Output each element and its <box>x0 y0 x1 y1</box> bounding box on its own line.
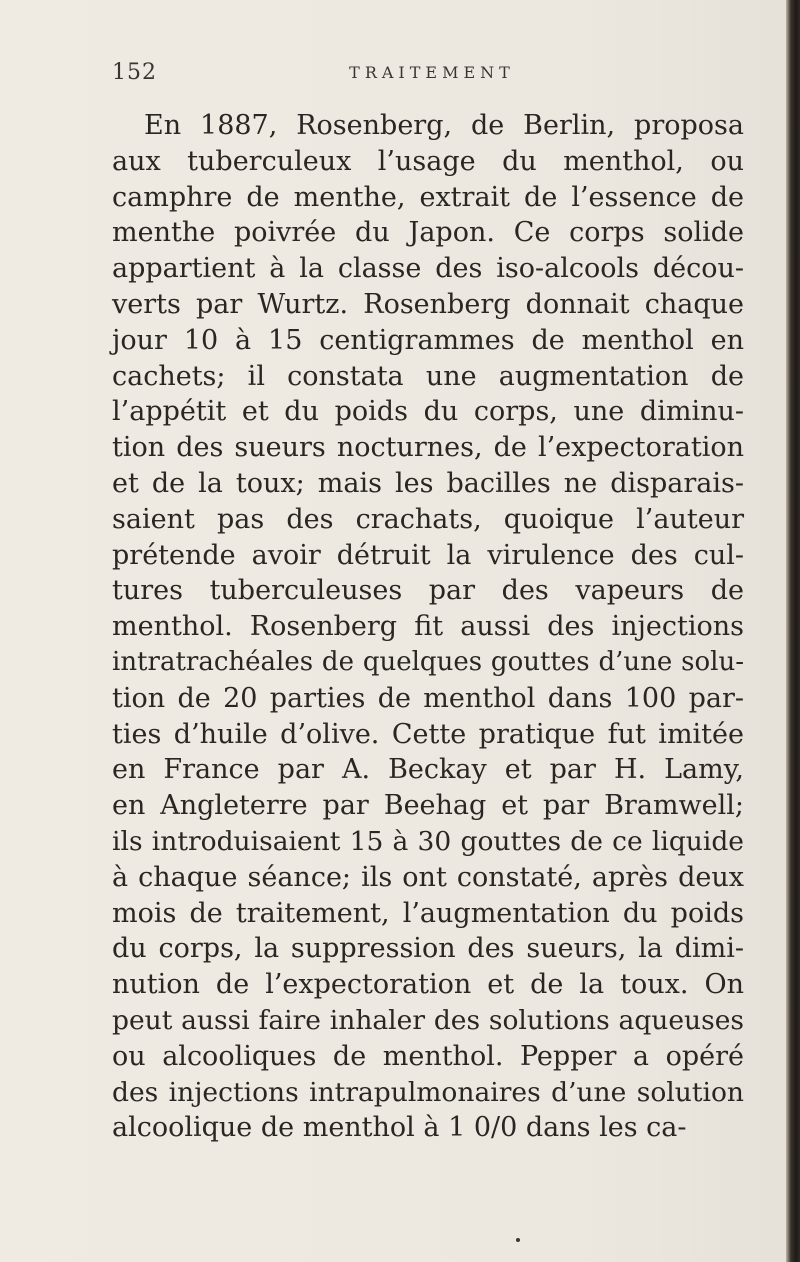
text-line: jour 10 à 15 centigrammes de menthol en <box>112 324 744 356</box>
text-line: du corps, la suppression des sueurs, la dimi- <box>112 933 744 965</box>
text-line: ils introduisaient 15 à 30 gouttes de ce liquide <box>112 825 744 857</box>
body-paragraph <box>112 108 744 1146</box>
text-line: et de la toux; mais les bacilles ne disparais- <box>112 467 744 499</box>
text-line: menthol. Rosenberg fit aussi des injections <box>112 611 744 643</box>
ink-speck <box>516 1238 520 1242</box>
text-line: tion des sueurs nocturnes, de l’expectoration <box>112 432 744 464</box>
text-line: nution de l’expectoration et de la toux. On <box>112 969 744 1001</box>
page-number: 152 <box>112 60 157 85</box>
text-line: verts par Wurtz. Rosenberg donnait chaque <box>112 288 744 320</box>
text-line: cachets; il constata une augmentation de <box>112 360 744 392</box>
text-line: en Angleterre par Beehag et par Bramwell; <box>112 790 744 822</box>
text-line: des injections intrapulmonaires d’une solution <box>112 1076 744 1108</box>
text-line: mois de traitement, l’augmentation du poids <box>112 897 744 929</box>
running-title: TRAITEMENT <box>349 63 515 82</box>
text-line: en France par A. Beckay et par H. Lamy, <box>112 754 744 786</box>
text-line: camphre de menthe, extrait de l’essence de <box>112 181 744 213</box>
page-gutter-edge <box>786 0 800 1262</box>
text-line: ou alcooliques de menthol. Pepper a opéré <box>112 1040 744 1072</box>
text-line: aux tuberculeux l’usage du menthol, ou <box>112 145 744 177</box>
text-line: appartient à la classe des iso-alcools décou- <box>112 253 744 285</box>
text-line: tion de 20 parties de menthol dans 100 par- <box>112 682 744 714</box>
text-line: menthe poivrée du Japon. Ce corps solide <box>112 217 744 249</box>
text-line: tures tuberculeuses par des vapeurs de <box>112 575 744 607</box>
text-line: alcoolique de menthol à 1 0/0 dans les ca- <box>112 1112 687 1144</box>
page-header <box>112 60 752 90</box>
text-line: ties d’huile d’olive. Cette pratique fut imitée <box>112 718 744 750</box>
text-line: peut aussi faire inhaler des solutions aqueuses <box>112 1004 744 1036</box>
text-line: saient pas des crachats, quoique l’auteur <box>112 503 744 535</box>
text-line: En 1887, Rosenberg, de Berlin, proposa <box>144 110 744 141</box>
text-line: à chaque séance; ils ont constaté, après deux <box>112 861 744 893</box>
text-line: intratrachéales de quelques gouttes d’une solu- <box>112 646 744 677</box>
text-line: prétende avoir détruit la virulence des cul- <box>112 539 744 571</box>
text-line: l’appétit et du poids du corps, une diminu- <box>112 396 744 428</box>
